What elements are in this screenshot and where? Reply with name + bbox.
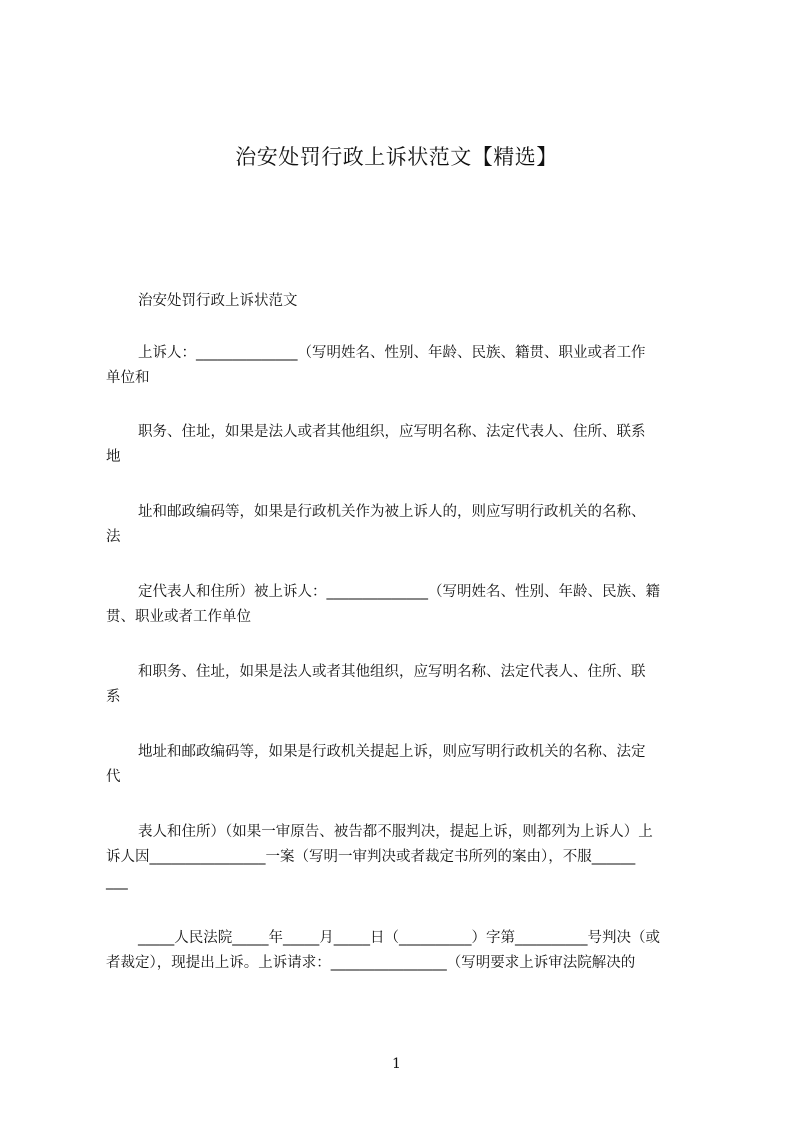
paragraph (106, 341, 700, 391)
paragraph-line: 贯、职业或者工作单位 (106, 609, 251, 625)
paragraph-line: 系 (106, 689, 121, 705)
paragraph-line: ___ (106, 874, 128, 890)
paragraph-line: 单位和 (106, 370, 150, 386)
paragraph-line: 址和邮政编码等，如果是行政机关作为被上诉人的，则应写明行政机关的名称、 (138, 504, 646, 520)
paragraph (106, 420, 700, 470)
paragraph (106, 926, 700, 976)
paragraph-line: 地址和邮政编码等，如果是行政机关提起上诉，则应写明行政机关的名称、法定 (138, 744, 646, 760)
paragraph (106, 500, 700, 550)
paragraph-line: 上诉人：______________（写明姓名、性别、年龄、民族、籍贯、职业或者工作 (138, 345, 646, 361)
paragraph-line: 职务、住址，如果是法人或者其他组织，应写明名称、法定代表人、住所、联系 (138, 424, 646, 440)
paragraph-line: 治安处罚行政上诉状范文 (138, 293, 298, 309)
paragraph (106, 580, 700, 630)
document-title: 治安处罚行政上诉状范文【精选】 (235, 145, 558, 169)
paragraph-line: 代 (106, 769, 121, 785)
paragraph-line: 地 (106, 449, 121, 465)
paragraph-line: 定代表人和住所）被上诉人：______________（写明姓名、性别、年龄、民族、籍 (138, 584, 660, 600)
paragraph-heading (106, 289, 700, 314)
paragraph-line: _____人民法院_____年_____月_____日（__________）字第__________号判决（或 (138, 930, 660, 946)
paragraph (106, 740, 700, 790)
paragraph-line: 表人和住所）（如果一审原告、被告都不服判决，提起上诉，则都列为上诉人）上 (138, 824, 653, 840)
paragraph-line: 和职务、住址，如果是法人或者其他组织，应写明名称、法定代表人、住所、联 (138, 664, 646, 680)
page-number: 1 (392, 1056, 401, 1072)
paragraph-line: 者裁定），现提出上诉。上诉请求：________________（写明要求上诉审法院解决的 (106, 955, 636, 971)
paragraph-line: 诉人因________________一案（写明一审判决或者裁定书所列的案由），不服______ (106, 849, 636, 865)
paragraph (106, 660, 700, 710)
paragraph (106, 820, 700, 895)
paragraph-line: 法 (106, 529, 121, 545)
